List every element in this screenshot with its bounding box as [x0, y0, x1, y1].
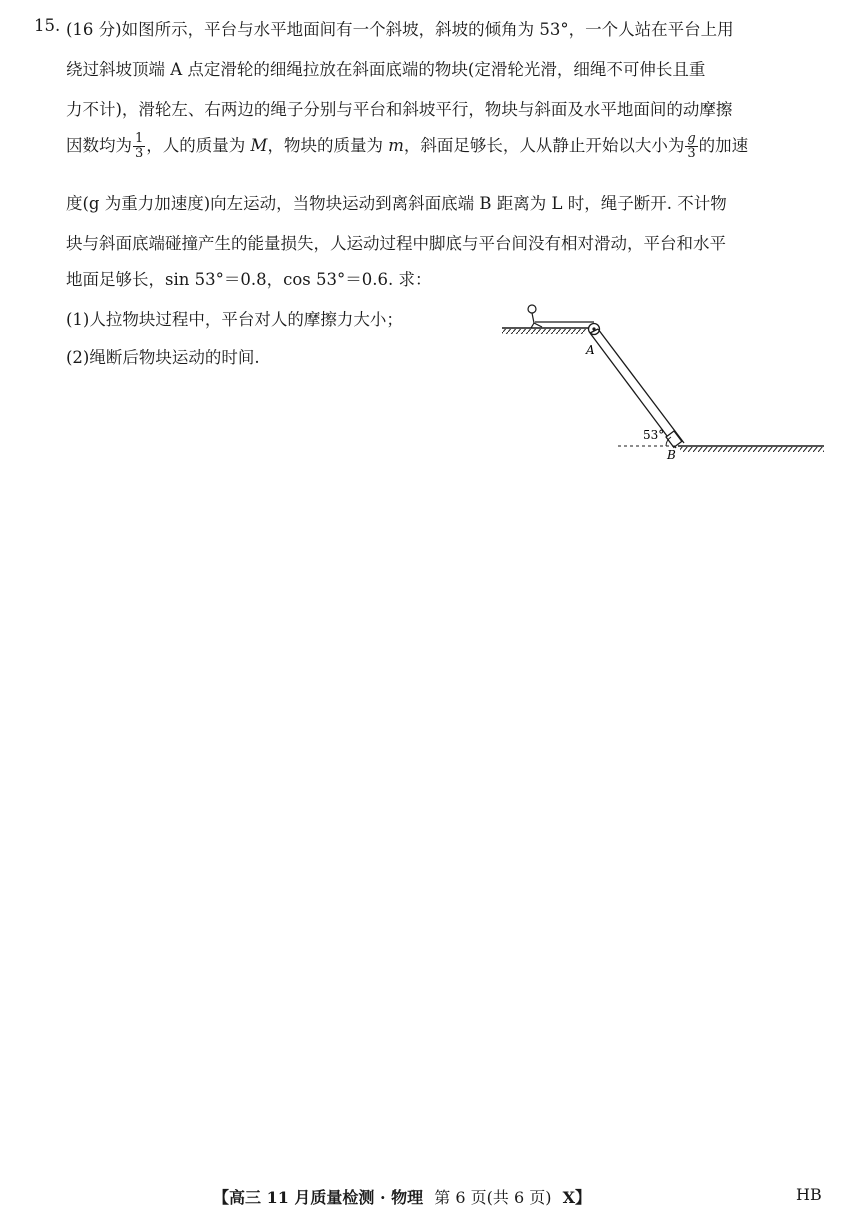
- fraction-g-third: [685, 132, 697, 161]
- frac1-denominator: 3: [135, 146, 144, 161]
- ground: [618, 446, 824, 452]
- symbol-m: m: [388, 136, 404, 155]
- footer-region-code: HB: [796, 1185, 822, 1204]
- problem-line-6: 块与斜面底端碰撞产生的能量损失，人运动过程中脚底与平台间没有相对滑动，平台和水平: [66, 234, 726, 253]
- line4-text-b: ，人的质量为: [146, 136, 251, 155]
- line4-text-a: 因数均为: [66, 136, 132, 155]
- frac1-numerator: 1: [135, 131, 144, 146]
- question-2: (2)绳断后物块运动的时间.: [66, 348, 260, 367]
- symbol-M: M: [250, 136, 268, 155]
- problem-line-5: 度(g 为重力加速度)向左运动，当物块运动到离斜面底端 B 距离为 L 时，绳子断开. 不计物: [66, 194, 727, 213]
- problem-number: 15.: [34, 16, 61, 35]
- footer-exam-title: 【高三 11 月质量检测 · 物理: [213, 1188, 424, 1207]
- line4-text-e: 的加速: [698, 136, 749, 155]
- problem-line-2: 绕过斜坡顶端 A 点定滑轮的细绳拉放在斜面底端的物块(定滑轮光滑，细绳不可伸长且重: [66, 60, 706, 79]
- angle-label: 53°: [643, 428, 665, 442]
- line4-text-c: ，物块的质量为: [267, 136, 389, 155]
- person-icon: [528, 305, 594, 328]
- question-1: (1)人拉物块过程中，平台对人的摩擦力大小；: [66, 310, 403, 329]
- platform: [502, 328, 594, 334]
- fraction-one-third: [133, 132, 145, 161]
- slope-pulley-diagram: [498, 296, 828, 464]
- footer-page-number: 第 6 页(共 6 页): [434, 1188, 552, 1207]
- problem-line-7: 地面足够长，sin 53°＝0.8，cos 53°＝0.6. 求：: [66, 270, 432, 289]
- label-B: B: [667, 448, 676, 462]
- frac2-numerator: g: [687, 131, 696, 146]
- line4-text-d: ，斜面足够长，人从静止开始以大小为: [403, 136, 685, 155]
- footer-title: [213, 1185, 591, 1208]
- label-A: A: [586, 343, 595, 357]
- problem-line-1: (16 分)如图所示，平台与水平地面间有一个斜坡，斜坡的倾角为 53°，一个人站在平台上用: [66, 20, 734, 39]
- frac2-denominator: 3: [687, 146, 696, 161]
- problem-line-4: [66, 132, 748, 161]
- problem-line-3: 力不计)，滑轮左、右两边的绳子分别与平台和斜坡平行，物块与斜面及水平地面间的动摩擦: [66, 100, 733, 119]
- slope: [590, 329, 684, 448]
- footer-code: X】: [562, 1188, 592, 1207]
